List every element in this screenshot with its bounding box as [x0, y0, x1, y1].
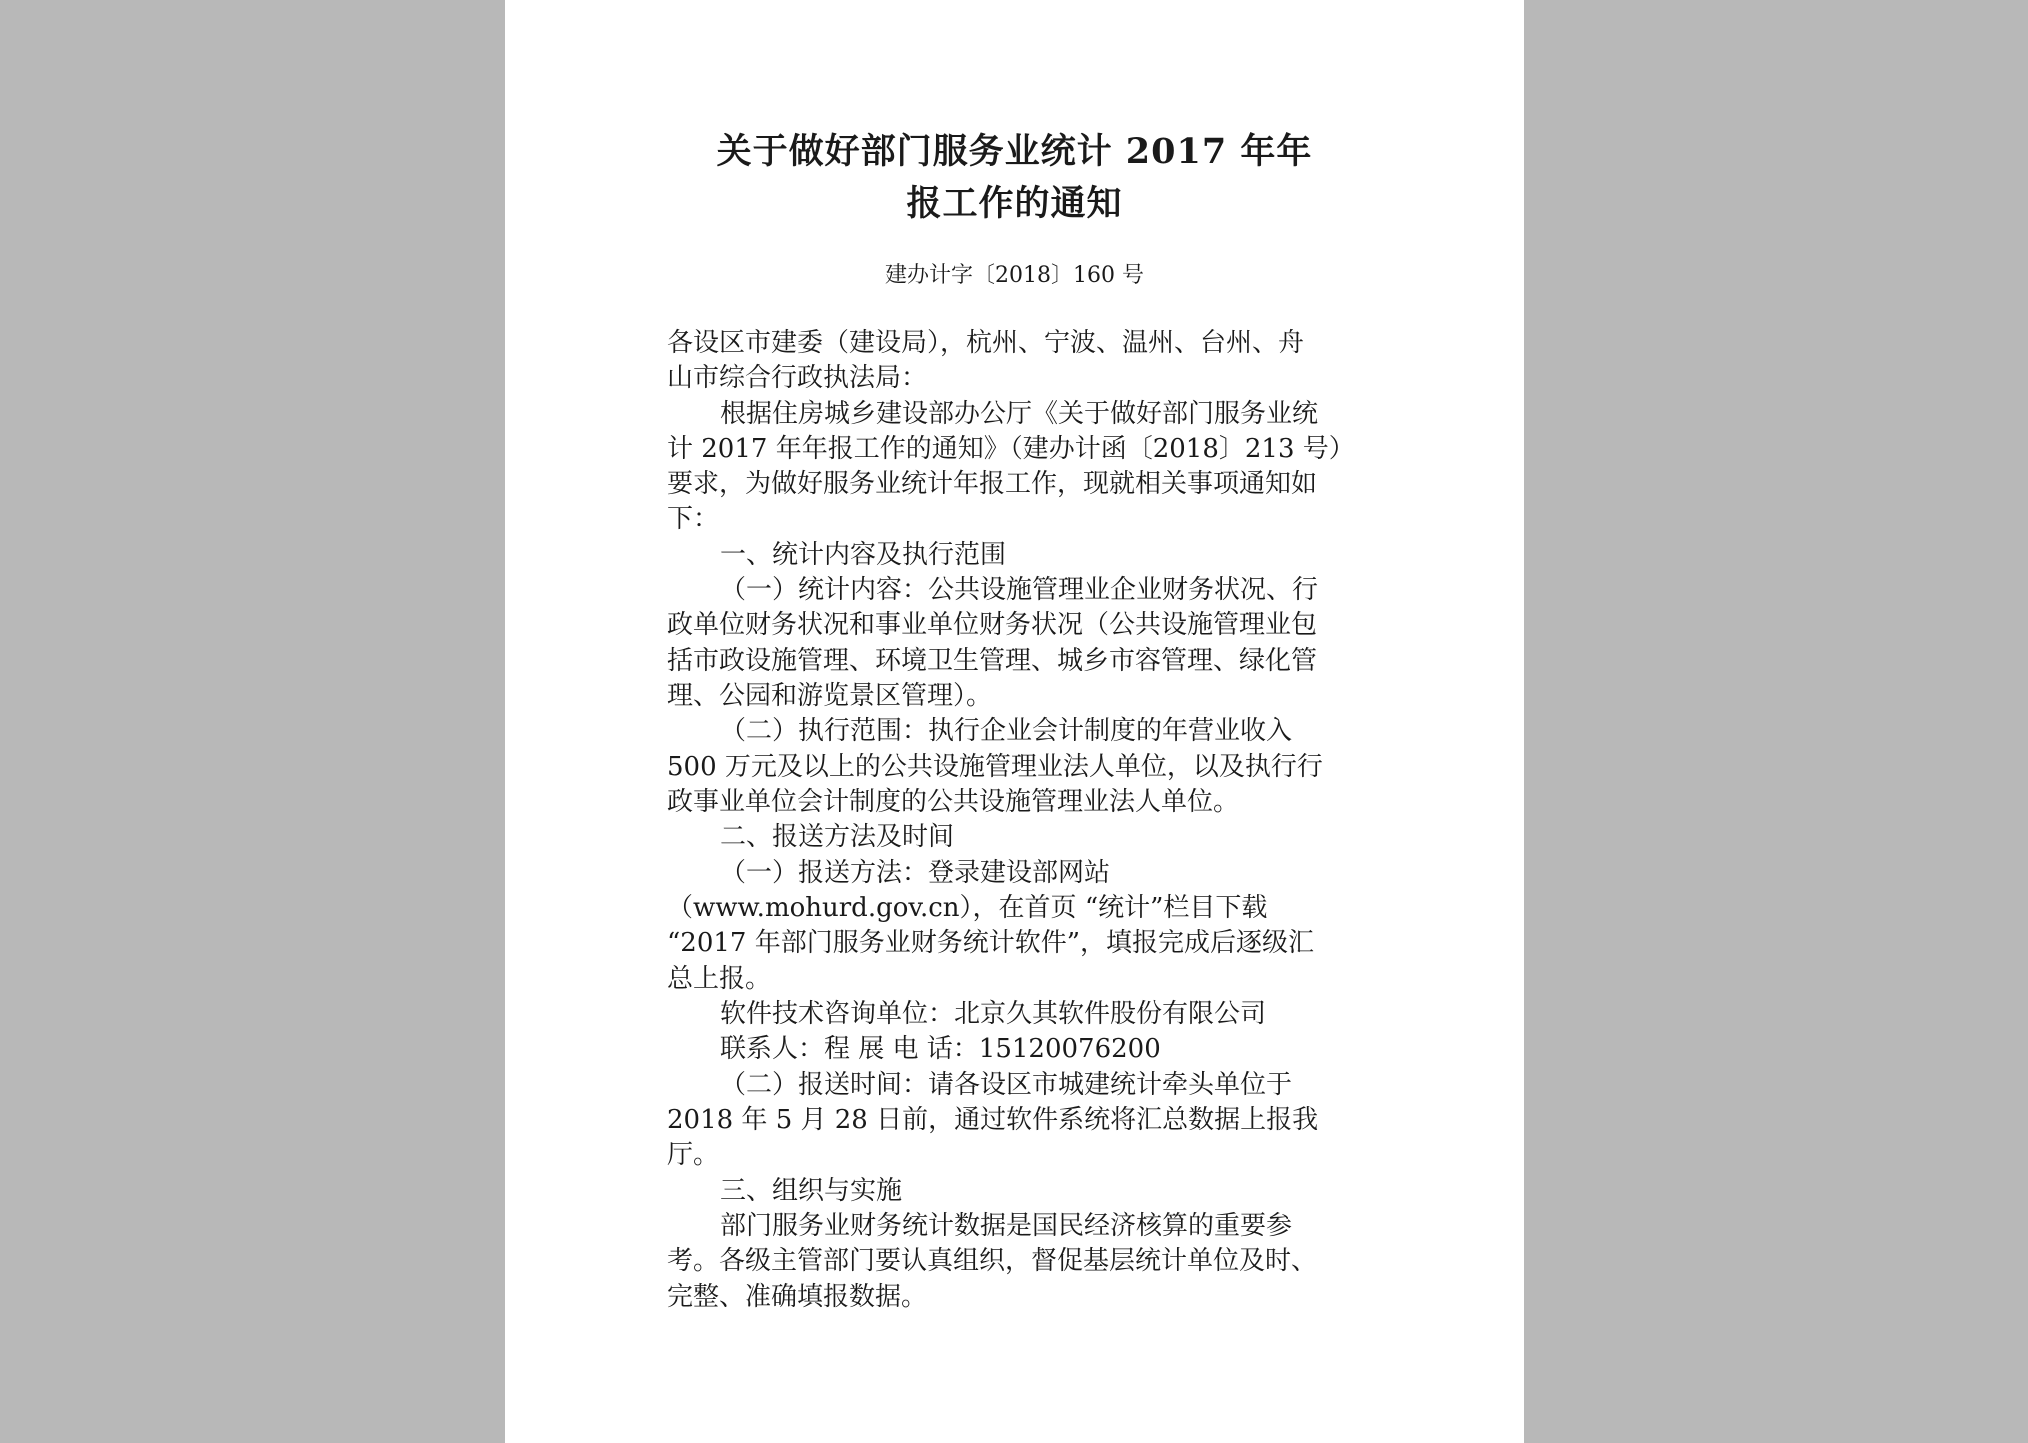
body-line-13: 500 万元及以上的公共设施管理业法人单位，以及执行行 — [667, 752, 1323, 782]
section-heading-2: 二、报送方法及时间 — [720, 822, 955, 852]
body-line-5: 要求，为做好服务业统计年报工作，现就相关事项通知如 — [667, 469, 1318, 499]
body-line-1: 各设区市建委（建设局），杭州、宁波、温州、台州、舟 — [667, 328, 1305, 358]
body-line-2: 山市综合行政执法局： — [667, 363, 928, 393]
body-line-9: 政单位财务状况和事业单位财务状况（公共设施管理业包 — [667, 610, 1318, 640]
document-title-line-1: 关于做好部门服务业统计 2017 年年 — [716, 131, 1313, 172]
body-line-17: （www.mohurd.gov.cn），在首页 “统计”栏目下载 — [667, 893, 1268, 923]
document-title-line-2: 报工作的通知 — [906, 183, 1123, 224]
body-line-16: （一）报送方法：登录建设部网站 — [720, 858, 1111, 888]
body-line-18: “2017 年部门服务业财务统计软件”，填报完成后逐级汇 — [667, 928, 1315, 958]
body-line-20: 软件技术咨询单位：北京久其软件股份有限公司 — [720, 999, 1267, 1029]
body-line-11: 理、公园和游览景区管理）。 — [667, 681, 993, 711]
body-line-14: 政事业单位会计制度的公共设施管理业法人单位。 — [667, 787, 1240, 817]
body-line-24: 厅。 — [667, 1140, 720, 1170]
body-line-8: （一）统计内容：公共设施管理业企业财务状况、行 — [720, 575, 1319, 605]
document-number: 建办计字〔2018〕160 号 — [885, 263, 1144, 288]
body-line-3: 根据住房城乡建设部办公厅《关于做好部门服务业统 — [720, 399, 1319, 429]
body-line-19: 总上报。 — [667, 964, 772, 994]
body-line-10: 括市政设施管理、环境卫生管理、城乡市容管理、绿化管 — [667, 646, 1318, 676]
document-page — [505, 0, 1524, 1443]
body-line-28: 完整、准确填报数据。 — [667, 1282, 928, 1312]
body-line-27: 考。各级主管部门要认真组织，督促基层统计单位及时、 — [667, 1246, 1318, 1276]
section-heading-3: 三、组织与实施 — [720, 1176, 903, 1206]
body-line-26: 部门服务业财务统计数据是国民经济核算的重要参 — [720, 1211, 1293, 1241]
body-line-22: （二）报送时间：请各设区市城建统计牵头单位于 — [720, 1070, 1293, 1100]
body-line-4: 计 2017 年年报工作的通知》（建办计函〔2018〕213 号） — [667, 434, 1355, 464]
body-line-23: 2018 年 5 月 28 日前，通过软件系统将汇总数据上报我 — [667, 1105, 1319, 1135]
section-heading-1: 一、统计内容及执行范围 — [720, 540, 1007, 570]
body-line-6: 下： — [667, 504, 720, 534]
body-line-21: 联系人：程 展 电 话：15120076200 — [720, 1034, 1161, 1064]
body-line-12: （二）执行范围：执行企业会计制度的年营业收入 — [720, 716, 1293, 746]
